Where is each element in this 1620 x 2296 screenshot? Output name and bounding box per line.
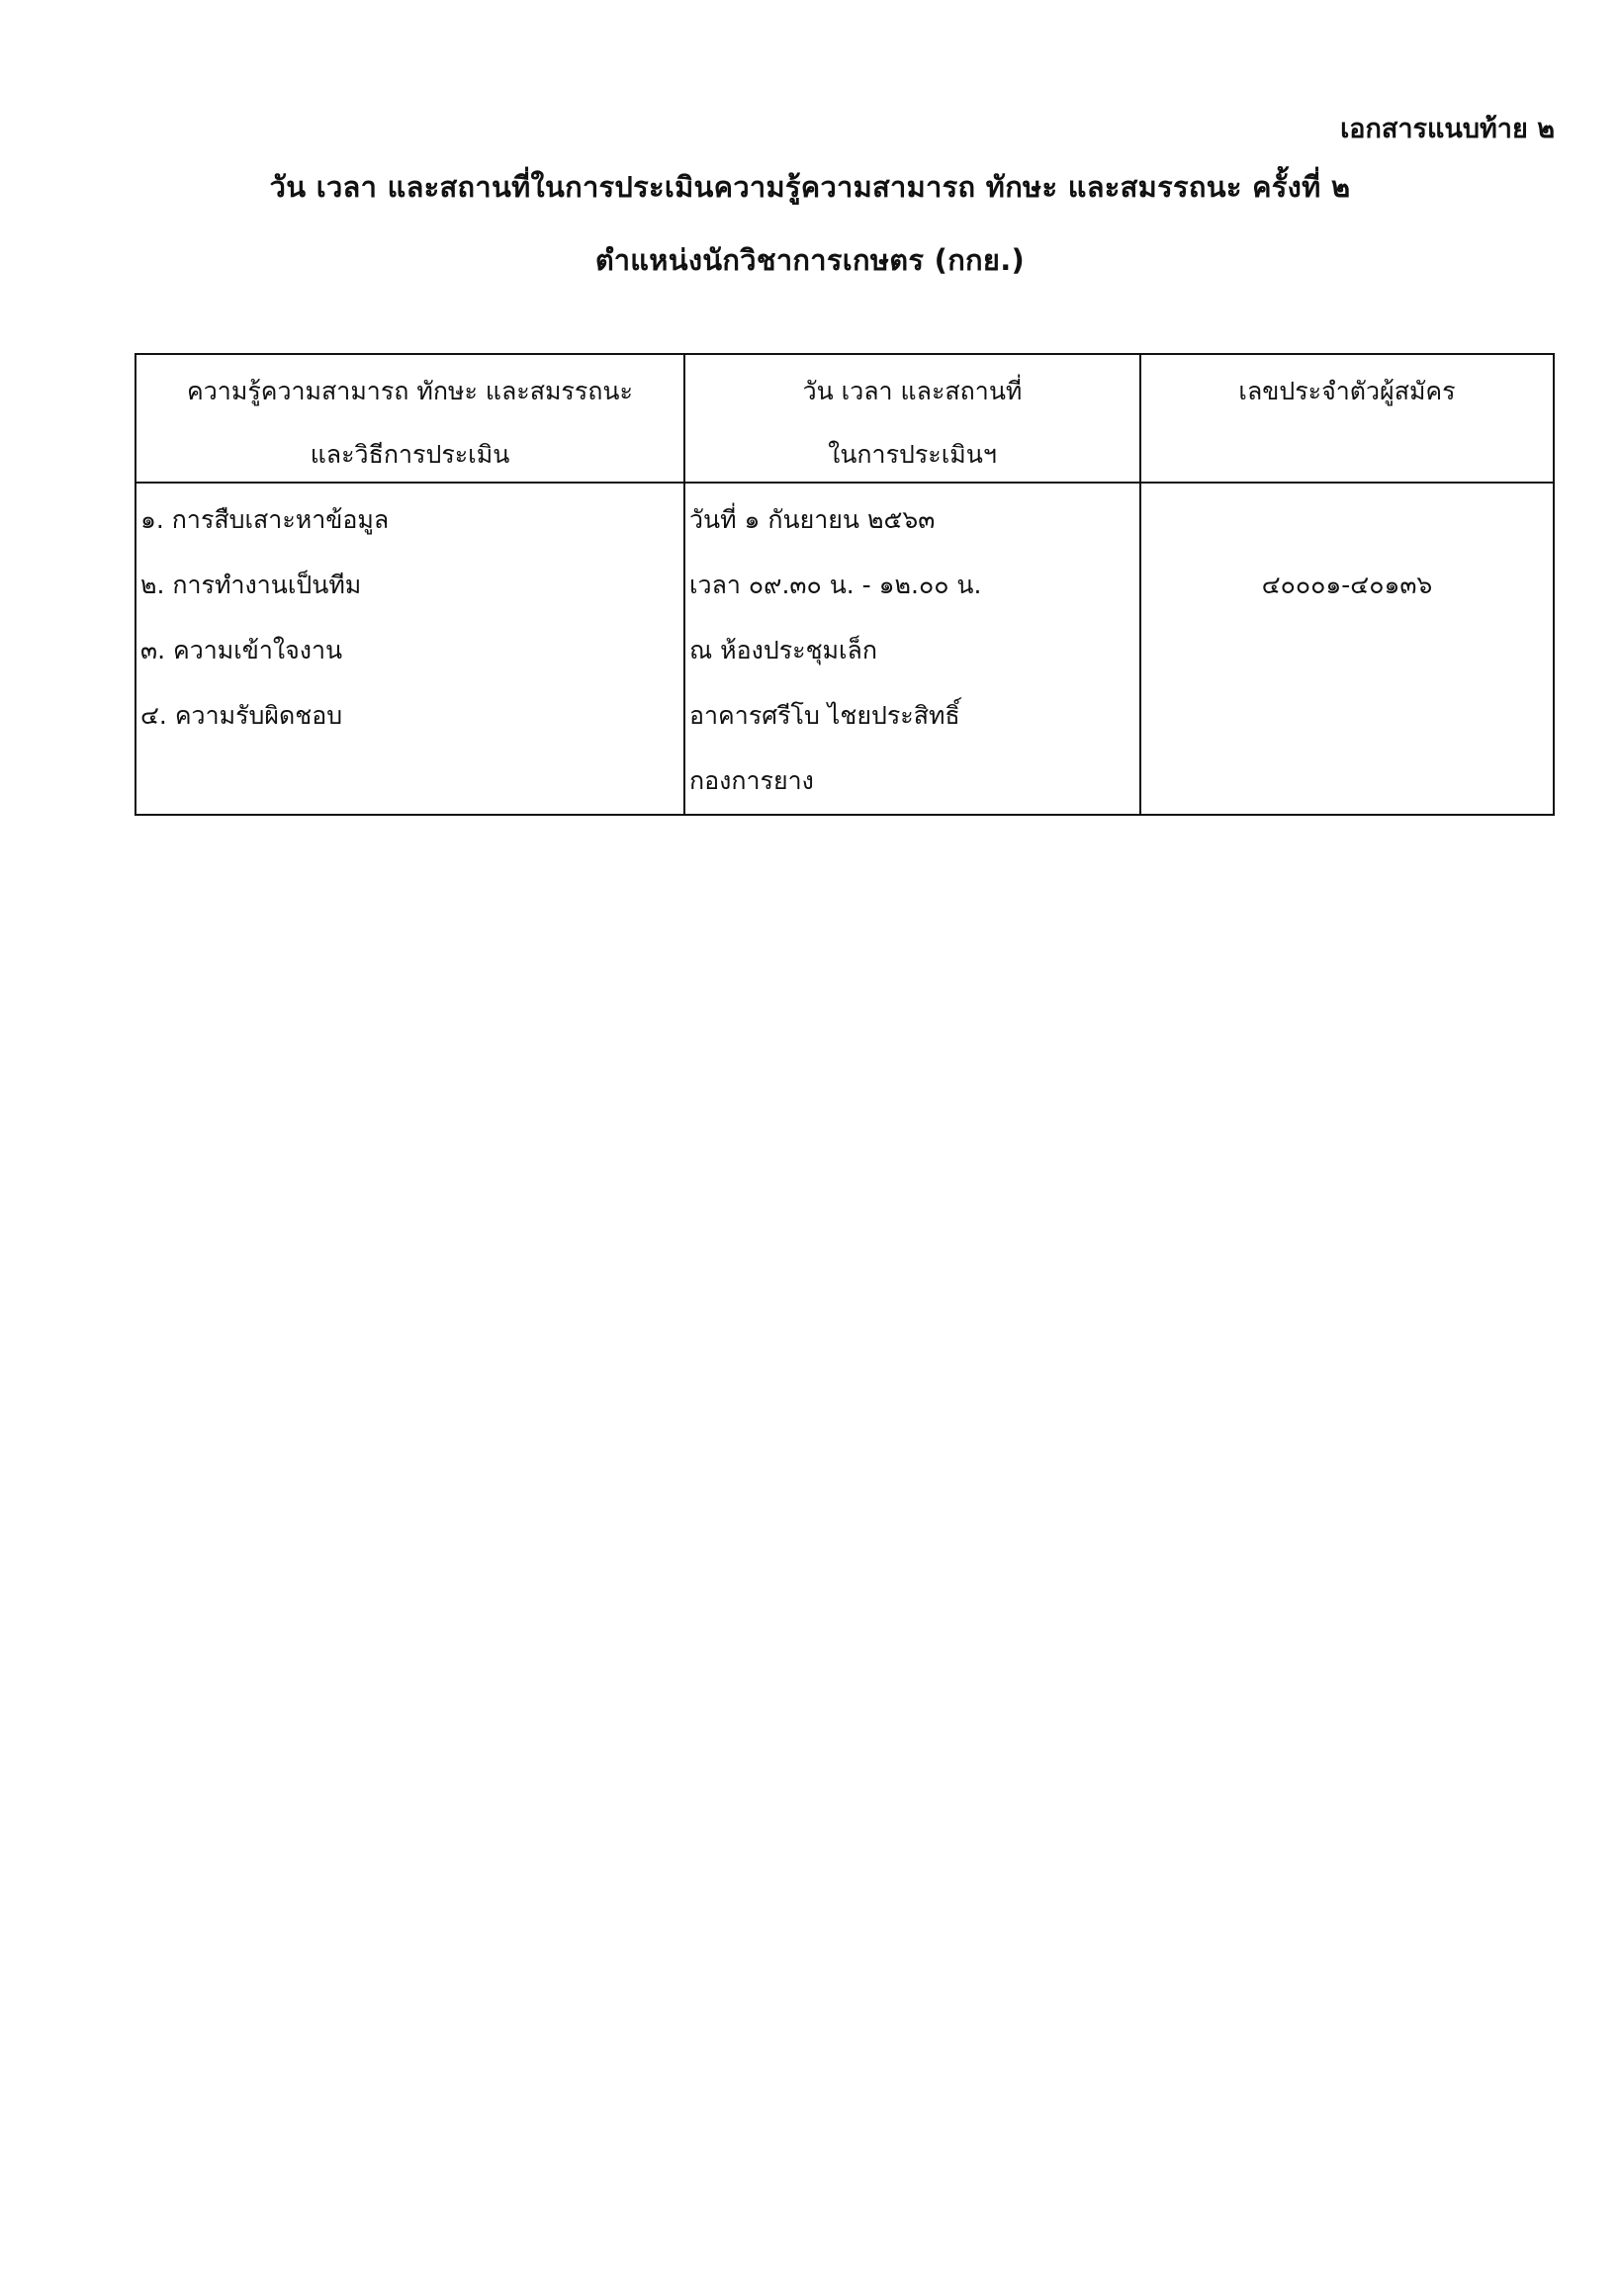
applicant-id-range: ๔๐๐๐๑-๔๐๑๓๖: [1261, 571, 1433, 599]
criteria-item: ๑. การสืบเสาะหาข้อมูล: [140, 505, 390, 534]
schedule-room: ณ ห้องประชุมเล็ก: [689, 636, 878, 664]
criteria-item: ๓. ความเข้าใจงาน: [140, 636, 343, 664]
header-datetime-line1: วัน เวลา และสถานที่: [802, 377, 1023, 405]
schedule-division: กองการยาง: [689, 766, 814, 795]
header-competency-line1: ความรู้ความสามารถ ทักษะ และสมรรถนะ: [187, 377, 633, 405]
header-applicant-id: [1140, 354, 1554, 483]
criteria-item: ๔. ความรับผิดชอบ: [140, 701, 343, 730]
header-datetime-line2: ในการประเมินฯ: [828, 440, 997, 469]
schedule-cell: [684, 483, 1140, 815]
document-title: วัน เวลา และสถานที่ในการประเมินความรู้ความสามารถ ทักษะ และสมรรถนะ ครั้งที่ ๒: [269, 170, 1351, 204]
table-header-row: [135, 354, 1554, 483]
schedule-date: วันที่ ๑ กันยายน ๒๕๖๓: [689, 505, 936, 534]
assessment-schedule-table: [135, 353, 1555, 816]
table-row: [135, 483, 1554, 815]
schedule-building: อาคารศรีโบ ไชยประสิทธิ์: [689, 701, 960, 730]
criteria-cell: [135, 483, 684, 815]
attachment-label: เอกสารแนบท้าย ๒: [1340, 114, 1555, 144]
schedule-time: เวลา ๐๙.๓๐ น. - ๑๒.๐๐ น.: [689, 571, 982, 599]
criteria-item: ๒. การทำงานเป็นทีม: [140, 571, 362, 599]
position-subtitle: ตำแหน่งนักวิชาการเกษตร (กกย.): [594, 243, 1026, 277]
header-datetime-place: [684, 354, 1140, 483]
applicant-id-cell: [1140, 483, 1554, 815]
header-applicant-id-label: เลขประจำตัวผู้สมัคร: [1238, 377, 1456, 405]
header-competency-line2: และวิธีการประเมิน: [310, 440, 510, 469]
header-competency: [135, 354, 684, 483]
